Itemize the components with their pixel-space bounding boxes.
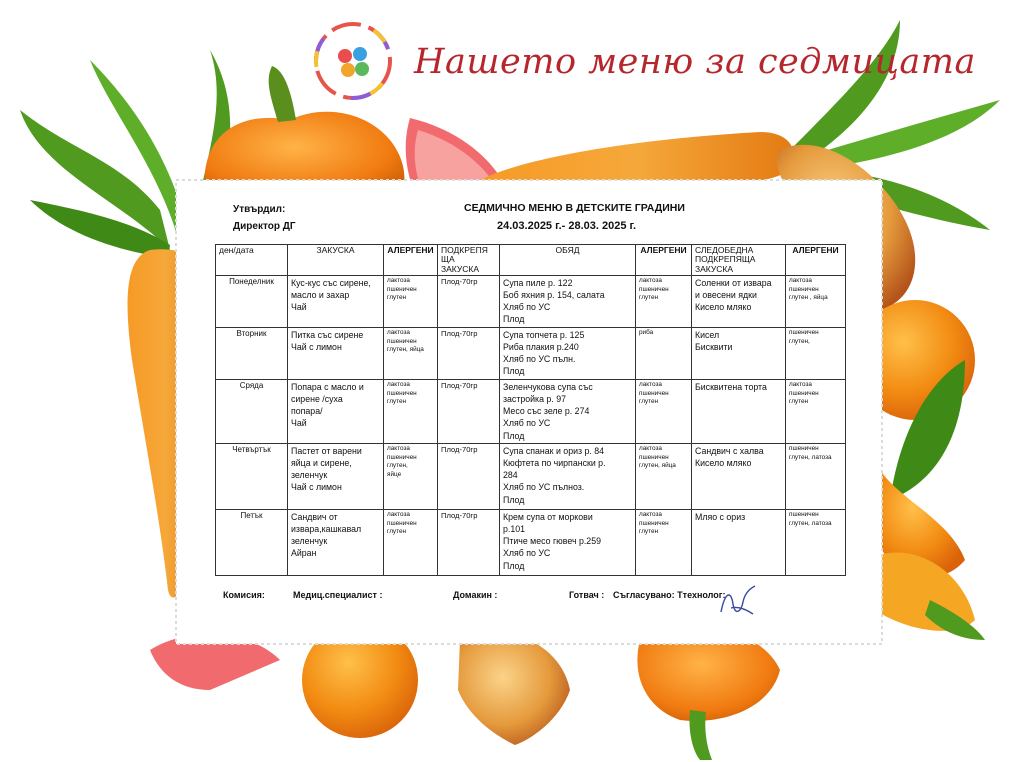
header-allergens: АЛЕРГЕНИ — [384, 245, 438, 276]
menu-row — [216, 276, 846, 328]
snack-cell: Плод-70гр — [438, 380, 500, 444]
snack-cell: Плод-70гр — [438, 510, 500, 576]
header-afternoon-allergens: АЛЕРГЕНИ — [786, 245, 846, 276]
breakfast-allergens-cell: лактоза пшеничен глутен — [384, 380, 438, 444]
breakfast-allergens-cell: лактоза пшеничен глутен — [384, 510, 438, 576]
lunch-cell: Супа спанак и ориз р. 84 Кюфтета по чирпански р. 284 Хляб по УС пълноз. Плод — [500, 444, 636, 510]
footer-medical: Медиц.специалист : — [293, 590, 383, 600]
lunch-allergens-cell: лактоза пшеничен глутен — [636, 276, 692, 328]
breakfast-allergens-cell: лактоза пшеничен глутен, яйце — [384, 444, 438, 510]
weekly-menu-document — [181, 186, 877, 638]
lunch-allergens-cell: лактоза пшеничен глутен, яйца — [636, 444, 692, 510]
header-day: ден/дата — [216, 245, 288, 276]
lunch-allergens-cell: лактоза пшеничен глутен — [636, 510, 692, 576]
menu-dates: 24.03.2025 г.- 28.03. 2025 г. — [497, 220, 637, 232]
menu-row — [216, 380, 846, 444]
menu-title: СЕДМИЧНО МЕНЮ В ДЕТСКИТЕ ГРАДИНИ — [464, 202, 685, 214]
footer-commission: Комисия: — [223, 590, 265, 600]
snack-cell: Плод-70гр — [438, 276, 500, 328]
signature-scribble — [713, 582, 763, 622]
approved-label: Утвърдил: — [233, 204, 286, 215]
day-cell: Сряда — [216, 380, 288, 444]
header-afternoon-snack: СЛЕДОБЕДНА ПОДКРЕПЯЩА ЗАКУСКА — [692, 245, 786, 276]
afternoon-snack-cell: Соленки от извара и овесени ядки Кисело мляко — [692, 276, 786, 328]
snack-cell: Плод-70гр — [438, 444, 500, 510]
afternoon-snack-cell: Сандвич с халва Кисело мляко — [692, 444, 786, 510]
breakfast-cell: Сандвич от извара,кашкавал зеленчук Айран — [288, 510, 384, 576]
breakfast-cell: Попара с масло и сирене /суха попара/ Чай — [288, 380, 384, 444]
afternoon-allergens-cell: пшеничен глутен, — [786, 328, 846, 380]
menu-header-row — [216, 245, 846, 276]
breakfast-cell: Кус-кус със сирене, масло и захар Чай — [288, 276, 384, 328]
footer-cook: Готвач : — [569, 590, 605, 600]
footer-agreed: Съгласувано: Ттехнолог: — [613, 590, 726, 600]
header-lunch-allergens: АЛЕРГЕНИ — [636, 245, 692, 276]
page-title: Нашето меню за седмицата — [414, 42, 976, 82]
lunch-allergens-cell: риба — [636, 328, 692, 380]
lunch-cell: Супа топчета р. 125 Риба плакия р.240 Хляб по УС пълн. Плод — [500, 328, 636, 380]
lunch-cell: Супа пиле р. 122 Боб яхния р. 154, салата Хляб по УС Плод — [500, 276, 636, 328]
lunch-allergens-cell: лактоза пшеничен глутен — [636, 380, 692, 444]
day-cell: Вторник — [216, 328, 288, 380]
onion-bottom — [458, 632, 570, 745]
header-breakfast: ЗАКУСКА — [288, 245, 384, 276]
menu-row — [216, 510, 846, 576]
kindergarten-logo — [312, 20, 394, 102]
afternoon-allergens-cell: пшеничен глутен, латоза — [786, 510, 846, 576]
afternoon-snack-cell: Кисел Бисквити — [692, 328, 786, 380]
afternoon-allergens-cell: лактоза пшеничен глутен , яйца — [786, 276, 846, 328]
afternoon-allergens-cell: лактоза пшеничен глутен — [786, 380, 846, 444]
snack-cell: Плод-70гр — [438, 328, 500, 380]
breakfast-cell: Пастет от варени яйца и сирене, зеленчук Чай с лимон — [288, 444, 384, 510]
menu-row — [216, 328, 846, 380]
director-label: Директор ДГ — [233, 221, 296, 232]
breakfast-cell: Питка със сирене Чай с лимон — [288, 328, 384, 380]
menu-row — [216, 444, 846, 510]
afternoon-allergens-cell: пшеничен глутен, латоза — [786, 444, 846, 510]
lunch-cell: Зеленчукова супа със застройка р. 97 Месо със зеле р. 274 Хляб по УС Плод — [500, 380, 636, 444]
afternoon-snack-cell: Бисквитена торта — [692, 380, 786, 444]
breakfast-allergens-cell: лактоза пшеничен глутен — [384, 276, 438, 328]
footer-host: Домакин : — [453, 590, 498, 600]
day-cell: Петък — [216, 510, 288, 576]
breakfast-allergens-cell: лактоза пшеничен глутен, яйца — [384, 328, 438, 380]
header-snack: ПОДКРЕПЯ ЩА ЗАКУСКА — [438, 245, 500, 276]
lunch-cell: Крем супа от моркови р.101 Птиче месо гювеч р.259 Хляб по УС Плод — [500, 510, 636, 576]
day-cell: Четвъртък — [216, 444, 288, 510]
afternoon-snack-cell: Мляо с ориз — [692, 510, 786, 576]
menu-table — [215, 244, 846, 576]
day-cell: Понеделник — [216, 276, 288, 328]
header-lunch: ОБЯД — [500, 245, 636, 276]
